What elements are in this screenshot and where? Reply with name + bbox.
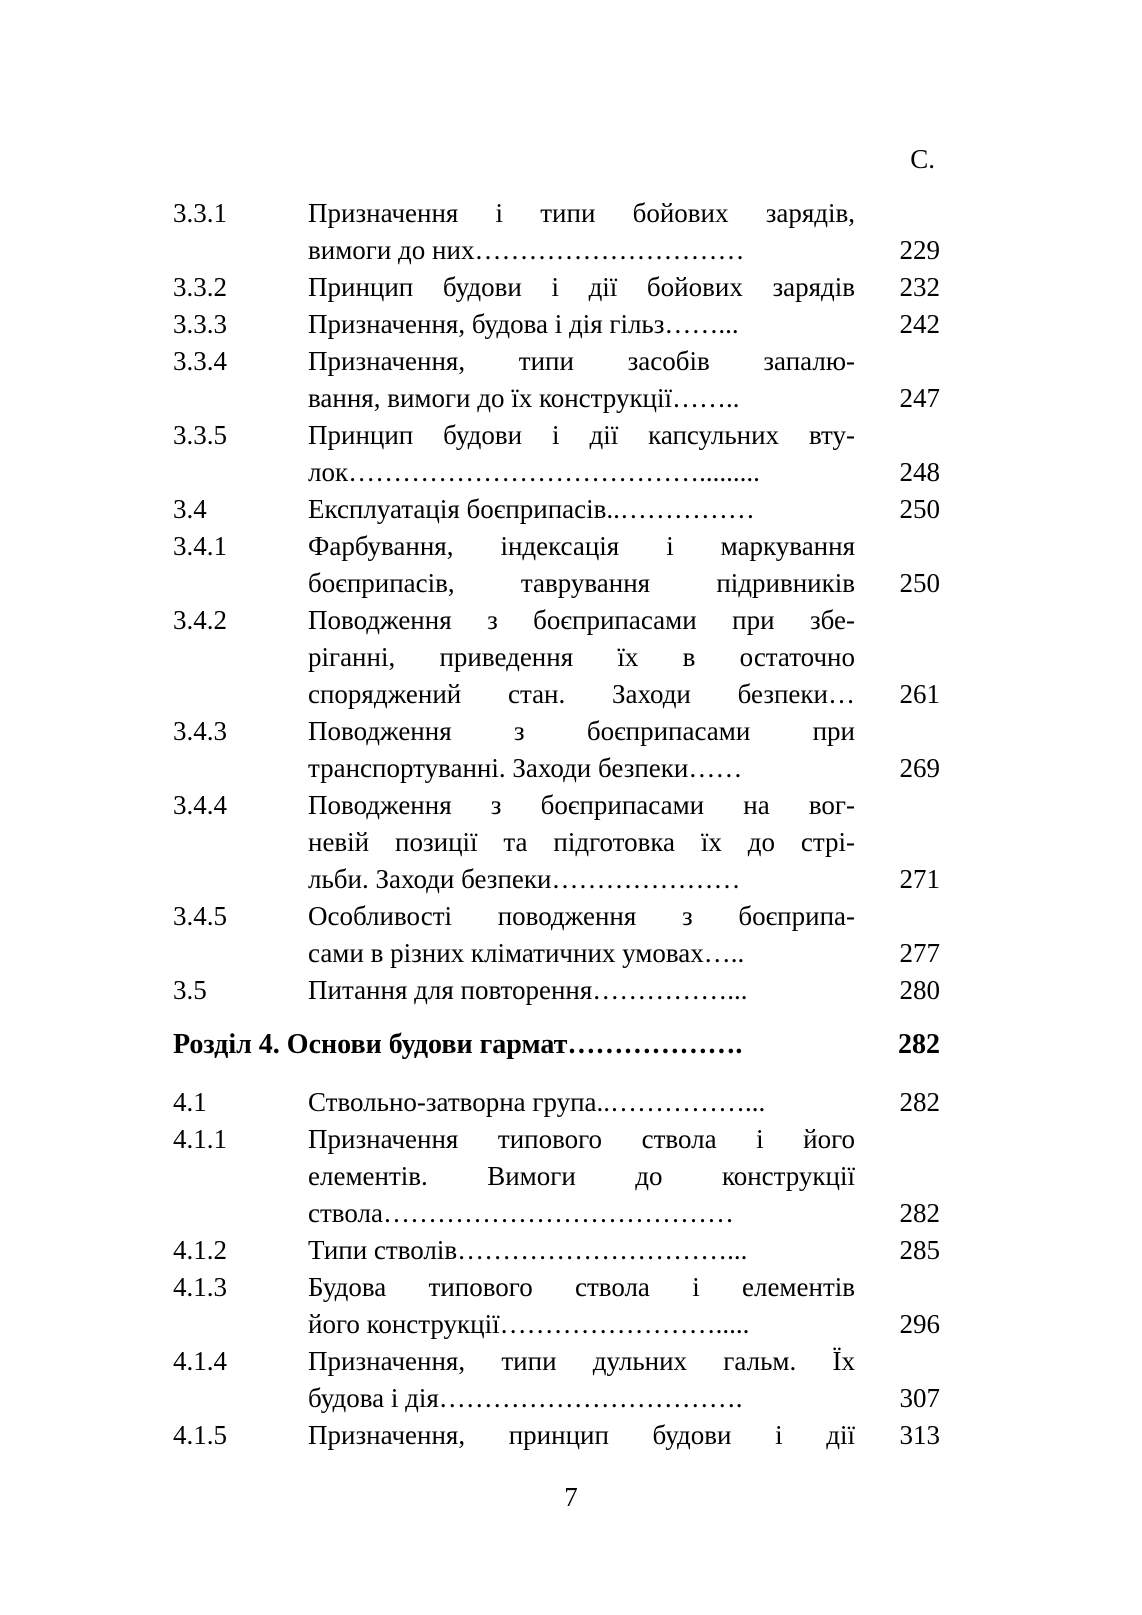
toc-entry bbox=[173, 787, 948, 898]
toc-entry-page-number: 247 bbox=[899, 383, 940, 413]
toc-entry bbox=[173, 602, 948, 713]
toc-title-line: Будова типового ствола і елементів bbox=[308, 1272, 855, 1302]
toc-entry-title bbox=[308, 528, 855, 602]
toc-entry bbox=[173, 417, 948, 491]
toc-entry-page-number: 261 bbox=[899, 679, 940, 709]
page-number-footer: 7 bbox=[564, 1482, 578, 1512]
toc-title-line: лок…………………………………......... bbox=[308, 457, 760, 487]
toc-entry-number: 3.4.4 bbox=[173, 790, 227, 820]
toc-entry-title bbox=[308, 1232, 855, 1269]
toc-title-line: льби. Заходи безпеки………………… bbox=[308, 864, 741, 894]
toc-entry-page-number: 296 bbox=[899, 1309, 940, 1339]
toc-entry-title bbox=[308, 1121, 855, 1232]
toc-entry bbox=[173, 898, 948, 972]
toc-entry-title bbox=[308, 491, 855, 528]
toc-entry-page-number: 271 bbox=[899, 864, 940, 894]
toc-entry-number: 3.4.5 bbox=[173, 901, 227, 931]
toc-entry bbox=[173, 1232, 948, 1269]
toc-title-line: його конструкції……………………..... bbox=[308, 1309, 750, 1339]
toc-entry-title bbox=[308, 1084, 855, 1121]
toc-entry-number: 4.1.5 bbox=[173, 1420, 227, 1450]
toc-entry-title bbox=[308, 898, 855, 972]
toc-entry-number: 4.1.4 bbox=[173, 1346, 227, 1376]
toc-entry-page-number: 282 bbox=[899, 1087, 940, 1117]
toc-entry-page-number: 229 bbox=[899, 235, 940, 265]
toc-entry-page-number: 232 bbox=[899, 272, 940, 302]
toc-entry bbox=[173, 343, 948, 417]
page-column-header: С. bbox=[910, 144, 935, 174]
toc-title-line: будова і дія……………………………. bbox=[308, 1383, 743, 1413]
toc-entry-number: 3.3.2 bbox=[173, 272, 227, 302]
toc-entry-number: 3.4.2 bbox=[173, 605, 227, 635]
toc-entry bbox=[173, 1343, 948, 1417]
toc-section-title bbox=[173, 1026, 855, 1063]
toc-entry-number: 3.5 bbox=[173, 975, 207, 1005]
toc-entry-title bbox=[308, 269, 855, 306]
toc-entry-page-number: 282 bbox=[899, 1198, 940, 1228]
toc-section-heading bbox=[173, 1026, 948, 1063]
toc-entry bbox=[173, 972, 948, 1009]
toc-title-line: Призначення типового ствола і його bbox=[308, 1124, 855, 1154]
toc-entry-title bbox=[308, 343, 855, 417]
toc-entry-page-number: 250 bbox=[899, 568, 940, 598]
toc-entry bbox=[173, 491, 948, 528]
toc-entry bbox=[173, 528, 948, 602]
toc-title-line: боєприпасів, таврування підривників bbox=[308, 568, 855, 598]
toc-title-line: Поводження з боєприпасами на вог- bbox=[308, 790, 855, 820]
toc-title-line: вання, вимоги до їх конструкції…….. bbox=[308, 383, 740, 413]
toc-entry-page-number: 269 bbox=[899, 753, 940, 783]
toc-entry-number: 4.1.3 bbox=[173, 1272, 227, 1302]
toc-entry-page-number: 280 bbox=[899, 975, 940, 1005]
toc-title-line: Призначення і типи бойових зарядів, bbox=[308, 198, 855, 228]
toc-entry bbox=[173, 269, 948, 306]
toc-title-line: Поводження з боєприпасами при збе- bbox=[308, 605, 855, 635]
toc-entry-title bbox=[308, 713, 855, 787]
toc-entry-page-number: 313 bbox=[899, 1420, 940, 1450]
toc-title-line: споряджений стан. Заходи безпеки… bbox=[308, 679, 855, 709]
toc-entry bbox=[173, 713, 948, 787]
toc-entry-page-number: 248 bbox=[899, 457, 940, 487]
toc-entry bbox=[173, 306, 948, 343]
toc-entry-title bbox=[308, 417, 855, 491]
toc-title-line: сами в різних кліматичних умовах….. bbox=[308, 938, 745, 968]
toc-entry bbox=[173, 1084, 948, 1121]
toc-title-line: транспортуванні. Заходи безпеки…… bbox=[308, 753, 743, 783]
toc-title-line: Типи стволів…………………………... bbox=[308, 1235, 748, 1265]
toc-entry-title bbox=[308, 787, 855, 898]
toc-title-line: вимоги до них………………………… bbox=[308, 235, 745, 265]
toc-entry-number: 4.1.2 bbox=[173, 1235, 227, 1265]
toc-entry bbox=[173, 1121, 948, 1232]
toc-title-line: Питання для повторення……………... bbox=[308, 975, 748, 1005]
toc-entry-page-number: 285 bbox=[899, 1235, 940, 1265]
toc-title-line: невій позиції та підготовка їх до стрі- bbox=[308, 827, 855, 857]
toc-title-line: Принцип будови і дії капсульних вту- bbox=[308, 420, 855, 450]
toc-title-line: Призначення, типи дульних гальм. Їх bbox=[308, 1346, 855, 1376]
toc-title-line: Призначення, принцип будови і дії bbox=[308, 1420, 855, 1450]
toc-title-line: Особливості поводження з боєприпа- bbox=[308, 901, 855, 931]
toc-entry-title bbox=[308, 1417, 855, 1454]
toc-entry-title bbox=[308, 306, 855, 343]
toc-title-line: Ствольно-затворна група..……………... bbox=[308, 1087, 766, 1117]
toc-entry-page-number: 250 bbox=[899, 494, 940, 524]
toc-entry bbox=[173, 1417, 948, 1454]
toc-entry-title bbox=[308, 195, 855, 269]
toc-entry bbox=[173, 195, 948, 269]
toc-entry-number: 3.3.3 bbox=[173, 309, 227, 339]
toc-title-line: Призначення, типи засобів запалю- bbox=[308, 346, 855, 376]
toc-title-line: Розділ 4. Основи будови гармат………………. bbox=[173, 1029, 743, 1060]
toc-entry bbox=[173, 1269, 948, 1343]
toc-entry-number: 4.1 bbox=[173, 1087, 207, 1117]
toc-entry-title bbox=[308, 972, 855, 1009]
toc-entry-title bbox=[308, 602, 855, 713]
toc-entry-page-number: 282 bbox=[898, 1029, 940, 1060]
toc-entry-number: 3.4.1 bbox=[173, 531, 227, 561]
toc-title-line: Поводження з боєприпасами при bbox=[308, 716, 855, 746]
toc-entry-title bbox=[308, 1269, 855, 1343]
toc-entry-number: 3.3.4 bbox=[173, 346, 227, 376]
toc-entry-number: 3.3.1 bbox=[173, 198, 227, 228]
toc-title-line: Призначення, будова і дія гільз……... bbox=[308, 309, 739, 339]
toc-content bbox=[0, 141, 948, 1454]
toc-entry-page-number: 307 bbox=[899, 1383, 940, 1413]
toc-title-line: Фарбування, індексація і маркування bbox=[308, 531, 855, 561]
toc-entry-number: 3.4 bbox=[173, 494, 207, 524]
toc-entry-page-number: 242 bbox=[899, 309, 940, 339]
toc-title-line: ствола………………………………… bbox=[308, 1198, 734, 1228]
toc-list bbox=[173, 195, 948, 1454]
toc-entry-title bbox=[308, 1343, 855, 1417]
toc-title-line: ріганні, приведення їх в остаточно bbox=[308, 642, 855, 672]
toc-entry-number: 3.4.3 bbox=[173, 716, 227, 746]
toc-title-line: елементів. Вимоги до конструкції bbox=[308, 1161, 855, 1191]
toc-title-line: Принцип будови і дії бойових зарядів bbox=[308, 272, 855, 302]
toc-entry-page-number: 277 bbox=[899, 938, 940, 968]
toc-entry-number: 3.3.5 bbox=[173, 420, 227, 450]
toc-title-line: Експлуатація боєприпасів..…………… bbox=[308, 494, 755, 524]
toc-entry-number: 4.1.1 bbox=[173, 1124, 227, 1154]
